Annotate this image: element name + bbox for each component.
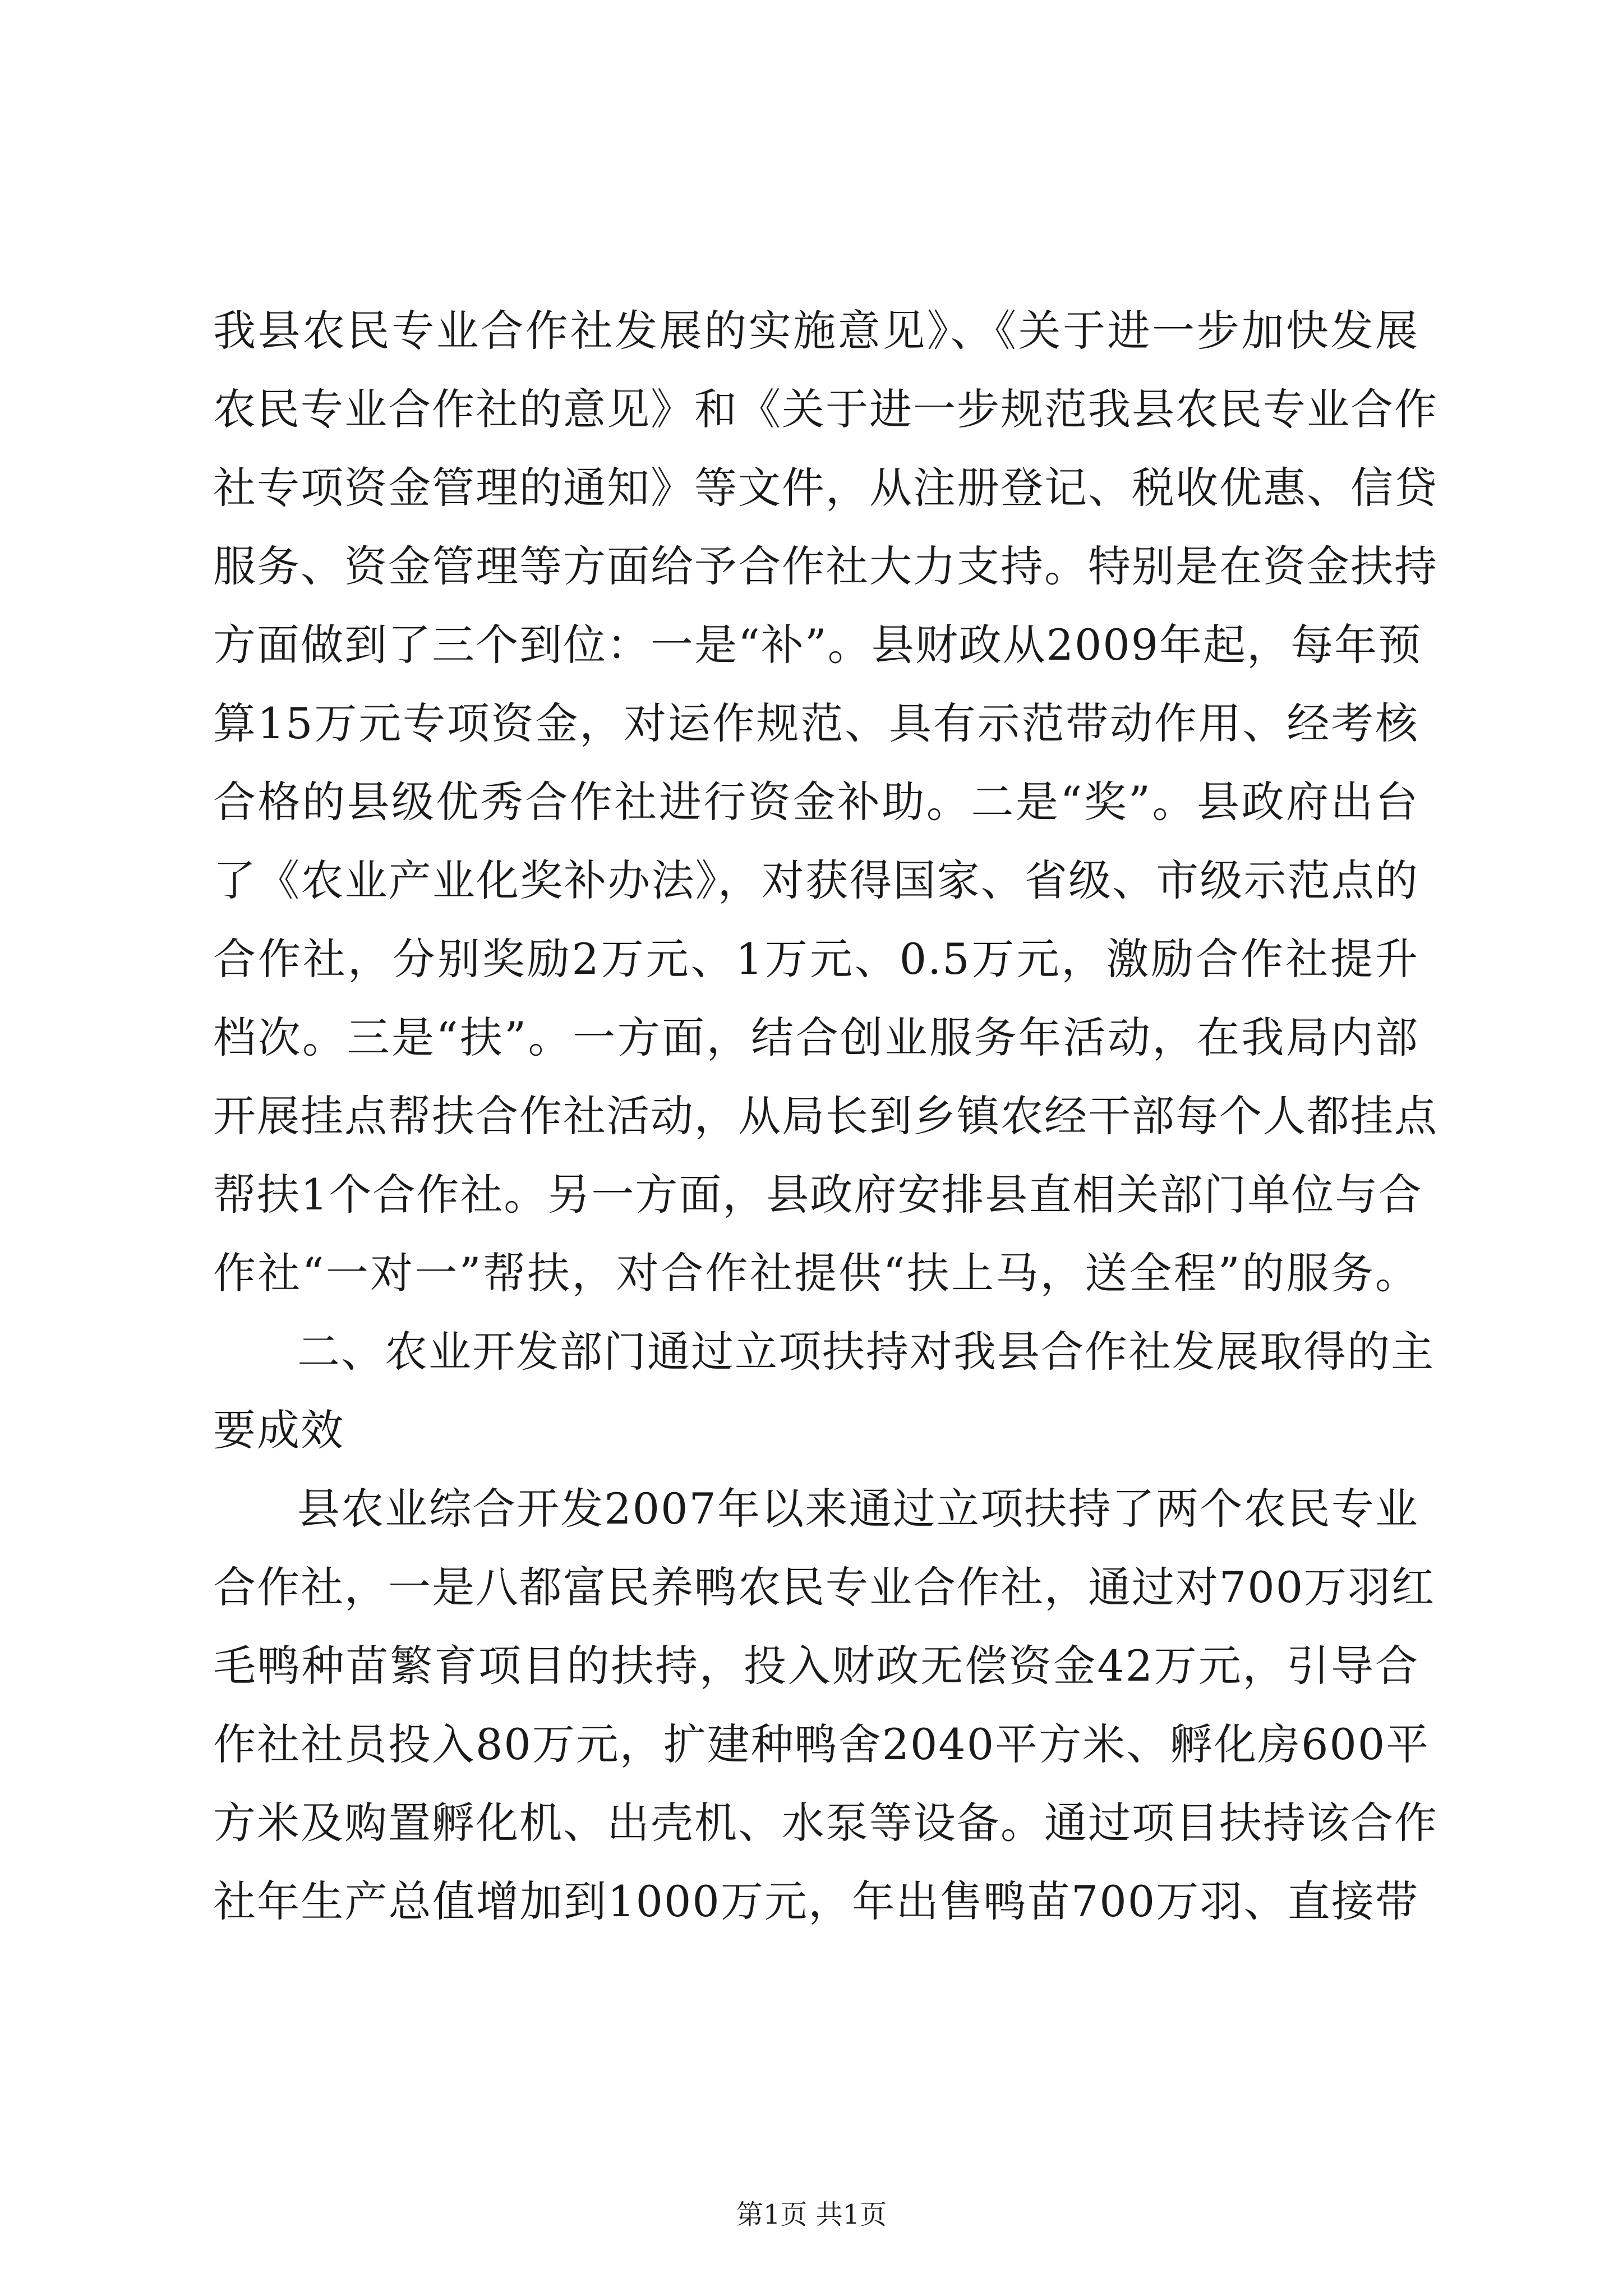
- body-line-1: 我县农民专业合作社发展的实施意见》、《关于进一步加快发展: [213, 306, 1419, 356]
- body-line-14: 县农业综合开发2007年以来通过立项扶持了两个农民专业: [297, 1484, 1419, 1534]
- body-line-17: 作社社员投入80万元，扩建种鸭舍2040平方米、孵化房600平: [213, 1719, 1430, 1769]
- page-footer: 第1页 共1页: [736, 2199, 887, 2230]
- body-line-6: 算15万元专项资金，对运作规范、具有示范带动作用、经考核: [213, 698, 1419, 748]
- body-line-4: 服务、资金管理等方面给予合作社大力支持。特别是在资金扶持: [213, 541, 1438, 591]
- body-line-11: 开展挂点帮扶合作社活动，从局长到乡镇农经干部每个人都挂点: [213, 1091, 1438, 1141]
- body-line-7: 合格的县级优秀合作社进行资金补助。二是“奖”。县政府出台: [213, 777, 1419, 827]
- body-line-2: 农民专业合作社的意见》和《关于进一步规范我县农民专业合作: [213, 384, 1438, 434]
- body-line-5: 方面做到了三个到位：一是“补”。县财政从2009年起，每年预: [213, 620, 1422, 670]
- body-line-15: 合作社，一是八都富民养鸭农民专业合作社，通过对700万羽红: [213, 1562, 1436, 1612]
- body-line-8: 了《农业产业化奖补办法》，对获得国家、省级、市级示范点的: [213, 855, 1419, 905]
- body-line-9: 合作社，分别奖励2万元、1万元、0.5万元，激励合作社提升: [213, 934, 1419, 984]
- body-line-10: 档次。三是“扶”。一方面，结合创业服务年活动，在我局内部: [213, 1013, 1419, 1062]
- body-line-3: 社专项资金管理的通知》等文件，从注册登记、税收优惠、信贷: [213, 463, 1438, 513]
- body-line-16: 毛鸭种苗繁育项目的扶持，投入财政无偿资金42万元，引导合: [213, 1641, 1419, 1691]
- section-heading-line-2: 要成效: [213, 1405, 344, 1455]
- section-heading-line-1: 二、农业开发部门通过立项扶持对我县合作社发展取得的主: [297, 1327, 1435, 1377]
- body-line-12: 帮扶1个合作社。另一方面，县政府安排县直相关部门单位与合: [213, 1170, 1423, 1220]
- body-line-18: 方米及购置孵化机、出壳机、水泵等设备。通过项目扶持该合作: [213, 1798, 1438, 1848]
- body-line-19: 社年生产总值增加到1000万元，年出售鸭苗700万羽、直接带: [213, 1876, 1419, 1926]
- body-line-13: 作社“一对一”帮扶，对合作社提供“扶上马，送全程”的服务。: [213, 1248, 1419, 1298]
